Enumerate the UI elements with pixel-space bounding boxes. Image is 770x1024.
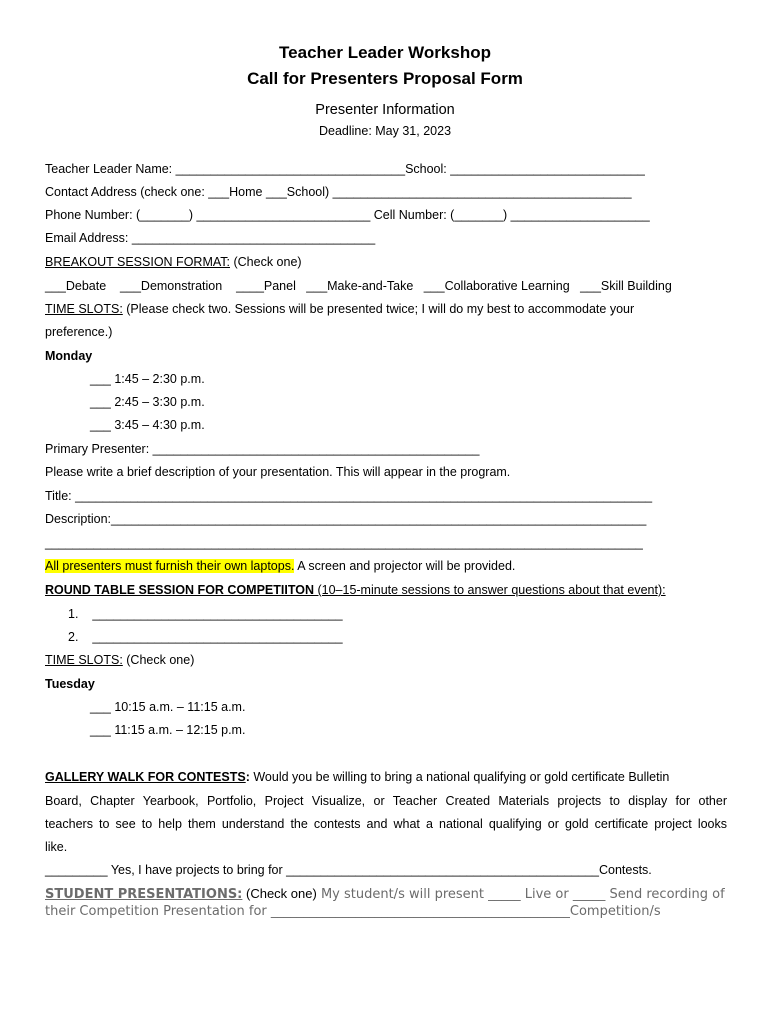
gallery-yes-line[interactable]: _________ Yes, I have projects to bring for _____________________________________________Contests. [45, 863, 652, 877]
breakout-heading: BREAKOUT SESSION FORMAT: [45, 255, 230, 269]
school-field[interactable]: ____________________________ [450, 162, 645, 176]
student-presentations-text-2[interactable]: their Competition Presentation for ______________________________________________Competition/s [45, 904, 661, 919]
email-label: Email Address: [45, 231, 132, 245]
student-presentations-heading: STUDENT PRESENTATIONS: [45, 887, 243, 902]
gallery-walk-line-1 [45, 769, 669, 785]
tuesday-slots-heading: TIME SLOTS: [45, 653, 123, 667]
description-field-cont[interactable]: ______________________________________________________________________________________ [45, 536, 643, 550]
school-label: School: [405, 162, 451, 176]
name-school-line [45, 161, 645, 177]
primary-presenter-field[interactable]: _______________________________________________ [152, 442, 480, 456]
round-table-note: (10–15-minute sessions to answer questions about that event): [314, 583, 666, 597]
tuesday-slot-1[interactable]: ___ 10:15 a.m. – 11:15 a.m. [90, 700, 246, 714]
student-presentations-text-1[interactable]: My student/s will present _____ Live or _____ Send recording of [316, 887, 725, 902]
phone-label: Phone Number: (_______) [45, 208, 197, 222]
primary-presenter-line [45, 441, 479, 457]
round-table-heading: ROUND TABLE SESSION FOR COMPETIITON [45, 583, 314, 597]
address-label: Contact Address (check one: ___Home ___School) [45, 185, 333, 199]
tuesday-slots-line [45, 652, 194, 668]
monday-label: Monday [45, 349, 93, 363]
monday-slot-1[interactable]: ___ 1:45 – 2:30 p.m. [90, 372, 205, 386]
name-field[interactable]: _________________________________ [175, 162, 406, 176]
name-label: Teacher Leader Name: [45, 162, 176, 176]
form-subtitle: Call for Presenters Proposal Form [247, 69, 523, 88]
deadline: Deadline: May 31, 2023 [318, 124, 452, 138]
round-table-item-1[interactable]: 1. ____________________________________ [68, 607, 343, 621]
description-field[interactable]: Description:_____________________________________________________________________________ [45, 512, 647, 526]
primary-presenter-label: Primary Presenter: [45, 442, 153, 456]
email-line [45, 230, 375, 246]
breakout-note: (Check one) [230, 255, 302, 269]
description-instruction: Please write a brief description of your presentation. This will appear in the program. [45, 465, 511, 479]
breakout-heading-line [45, 254, 302, 270]
tuesday-label: Tuesday [45, 677, 95, 691]
student-presentations-check: (Check one) [242, 886, 317, 901]
title-field[interactable]: Title: ___________________________________________________________________________________ [45, 489, 653, 503]
section-heading: Presenter Information [315, 102, 455, 118]
tuesday-slots-note: (Check one) [122, 653, 195, 667]
phone-field[interactable]: _________________________ [196, 208, 371, 222]
time-slots-note-cont: preference.) [45, 325, 113, 339]
cell-label: Cell Number: (_______) [370, 208, 511, 222]
monday-slot-3[interactable]: ___ 3:45 – 4:30 p.m. [90, 418, 205, 432]
gallery-walk-heading: GALLERY WALK FOR CONTESTS [45, 770, 246, 784]
email-field[interactable]: ___________________________________ [131, 231, 376, 245]
phone-line [45, 207, 650, 223]
breakout-options[interactable]: ___Debate ___Demonstration ____Panel ___Make-and-Take ___Collaborative Learning ___Skill Building [45, 279, 672, 293]
gallery-walk-text-3: teachers to see to help them understand the contests and what a national qualifying or gold certificate project looks [45, 817, 727, 831]
projector-note: A screen and projector will be provided. [294, 559, 516, 573]
laptops-note: All presenters must furnish their own laptops. [45, 559, 295, 573]
address-line [45, 184, 632, 200]
tuesday-slot-2[interactable]: ___ 11:15 a.m. – 12:15 p.m. [90, 723, 246, 737]
time-slots-line [45, 301, 634, 317]
round-table-item-2[interactable]: 2. ____________________________________ [68, 630, 343, 644]
cell-field[interactable]: ____________________ [510, 208, 650, 222]
gallery-walk-colon: : [245, 770, 250, 784]
form-title: Teacher Leader Workshop [279, 43, 491, 62]
student-presentations-line-1 [45, 886, 725, 903]
gallery-walk-text-1: Would you be willing to bring a national qualifying or gold certificate Bulletin [249, 770, 670, 784]
monday-slot-2[interactable]: ___ 2:45 – 3:30 p.m. [90, 395, 205, 409]
gallery-walk-text-2: Board, Chapter Yearbook, Portfolio, Project Visualize, or Teacher Created Materials projects to display for other [45, 794, 727, 808]
gallery-walk-text-4: like. [45, 840, 68, 854]
time-slots-note: (Please check two. Sessions will be presented twice; I will do my best to accommodate your [122, 302, 635, 316]
equipment-note-line [45, 558, 515, 574]
time-slots-heading: TIME SLOTS: [45, 302, 123, 316]
address-field[interactable]: ___________________________________________ [332, 185, 632, 199]
round-table-line [45, 582, 666, 598]
